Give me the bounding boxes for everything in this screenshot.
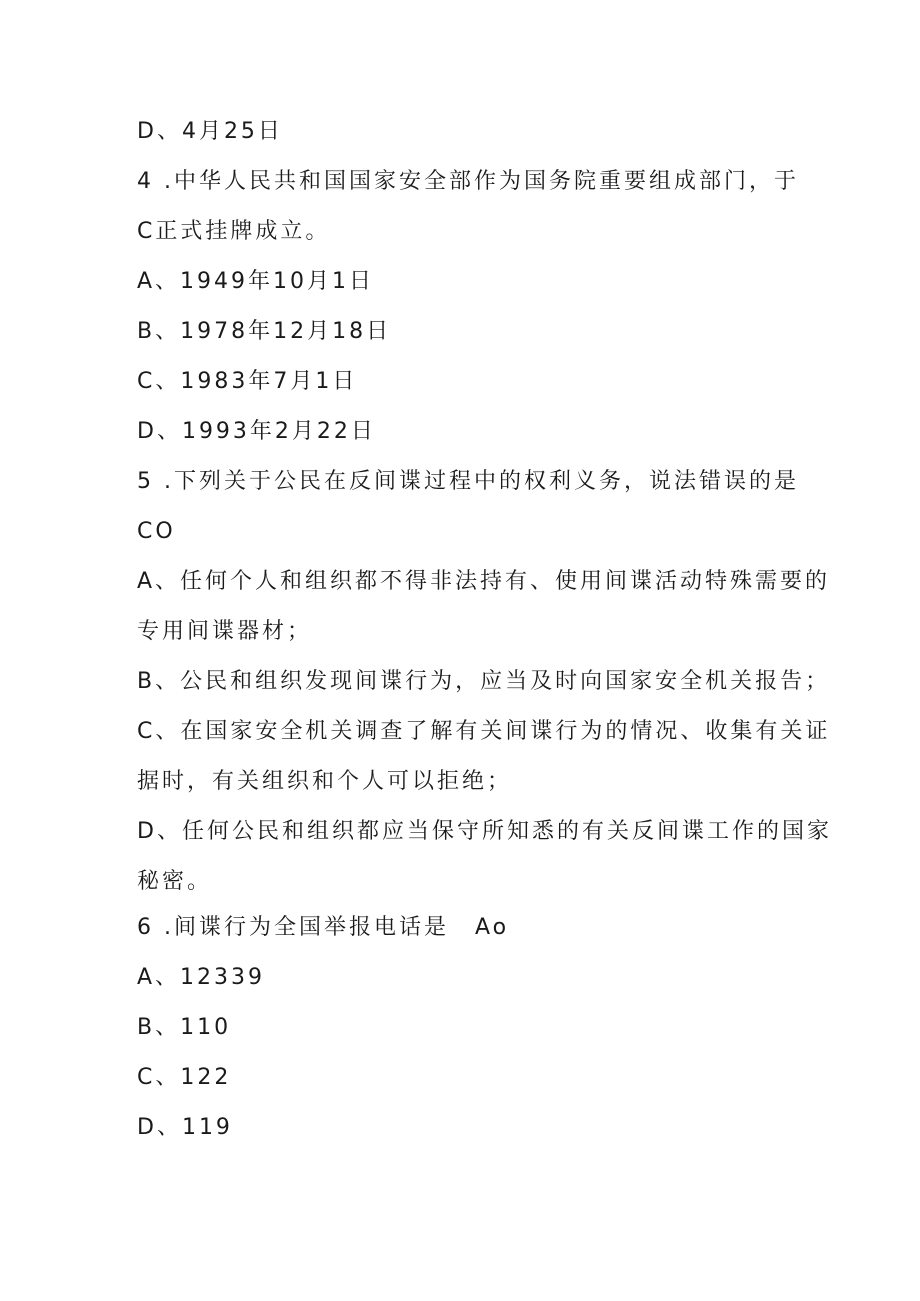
- q6-option-c: C、122: [137, 1065, 232, 1090]
- q5-option-a-line1: A、任何个人和组织都不得非法持有、使用间谍活动特殊需要的: [137, 569, 831, 594]
- q4-option-d: D、1993年2月22日: [137, 419, 376, 444]
- q5-stem-line2: CO: [137, 519, 176, 544]
- q5-option-d-line2: 秘密。: [137, 869, 213, 894]
- q6-option-a: A、12339: [137, 965, 266, 990]
- q5-option-b: B、公民和组织发现间谍行为，应当及时向国家安全机关报告；: [137, 669, 831, 694]
- q5-option-c-line2: 据时，有关组织和个人可以拒绝；: [137, 769, 513, 794]
- q6-option-d: D、119: [137, 1115, 233, 1140]
- q5-option-d-line1: D、任何公民和组织都应当保守所知悉的有关反间谍工作的国家: [137, 819, 832, 844]
- q4-option-a: A、1949年10月1日: [137, 269, 375, 294]
- q6-stem-row: [137, 914, 509, 942]
- q6-stem: 6 .间谍行为全国举报电话是: [137, 915, 449, 940]
- q5-stem-line1: 5 .下列关于公民在反间谍过程中的权利义务，说法错误的是: [137, 469, 799, 494]
- q4-option-b: B、1978年12月18日: [137, 319, 392, 344]
- q5-option-c-line1: C、在国家安全机关调查了解有关间谍行为的情况、收集有关证: [137, 719, 831, 744]
- q6-option-b: B、110: [137, 1015, 232, 1040]
- q6-answer: Ao: [474, 915, 510, 940]
- q4-option-c: C、1983年7月1日: [137, 369, 358, 394]
- q3-option-d: D、4月25日: [137, 119, 283, 144]
- q5-option-a-line2: 专用间谍器材；: [137, 619, 313, 644]
- q4-stem-line1: 4 .中华人民共和国国家安全部作为国务院重要组成部门，于: [137, 169, 799, 194]
- q4-stem-line2: C正式挂牌成立。: [137, 219, 331, 244]
